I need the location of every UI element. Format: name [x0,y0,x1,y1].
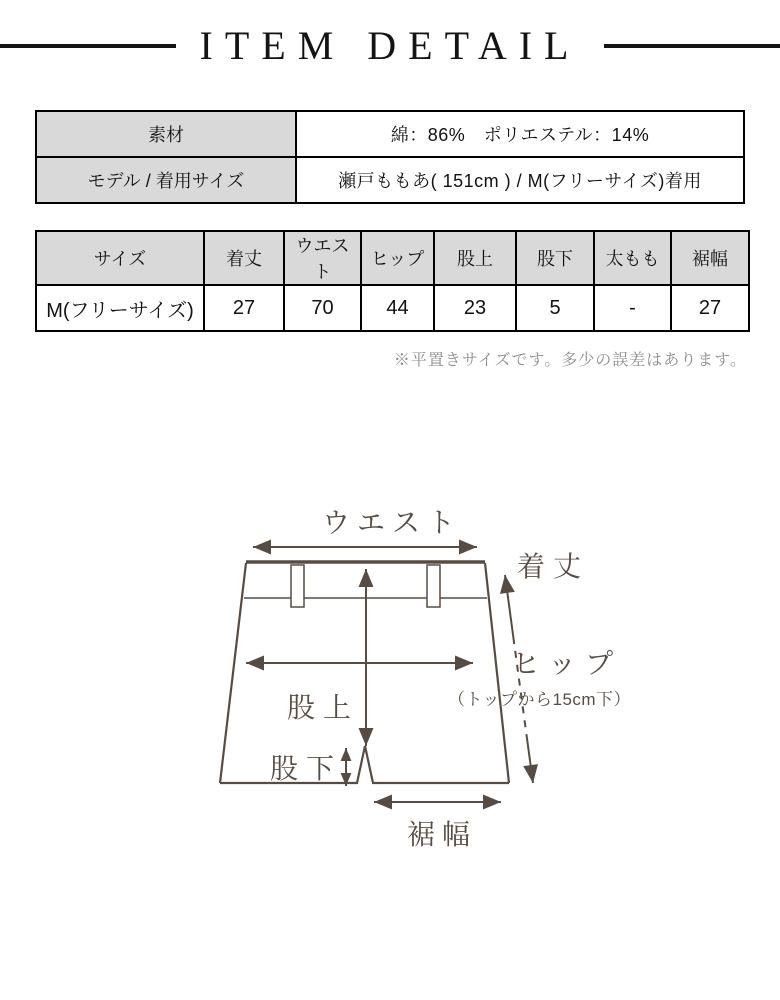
col-inseam: 股下 [516,231,594,285]
model-size-label: モデル / 着用サイズ [36,157,296,203]
cell-inseam: 5 [516,285,594,331]
title-rule-right [604,44,780,48]
shorts-outline [220,562,509,783]
belt-loop-right [427,565,440,607]
col-waist: ウエスト [284,231,361,285]
hem-width-label: 裾幅 [407,819,478,850]
waist-label: ウエスト [322,507,463,538]
table-row [36,111,744,157]
inseam-label: 股下 [270,753,343,784]
size-table [35,230,750,332]
table-row [36,157,744,203]
model-size-value: 瀬戸ももあ( 151cm ) / M(フリーサイズ)着用 [296,157,744,203]
page-title: ITEM DETAIL [199,23,581,68]
size-note: ※平置きサイズです。多少の誤差はあります。 [393,352,747,369]
title-rule-left [0,44,176,48]
col-length: 着丈 [204,231,284,285]
col-thigh: 太もも [594,231,671,285]
cell-hip: 44 [361,285,434,331]
info-table [35,110,745,204]
hip-label: ヒップ [512,648,623,679]
belt-loop-left [291,565,304,607]
col-size: サイズ [36,231,204,285]
diagram-drawing [0,480,780,900]
cell-waist: 70 [284,285,361,331]
col-rise: 股上 [434,231,516,285]
cell-length: 27 [204,285,284,331]
material-label: 素材 [36,111,296,157]
cell-thigh: - [594,285,671,331]
cell-size: M(フリーサイズ) [36,285,204,331]
cell-hem-width: 27 [671,285,749,331]
col-hip: ヒップ [361,231,434,285]
shorts-measurement-diagram [0,480,780,900]
section-title [0,22,780,69]
table-row [36,285,749,331]
material-value: 綿：86% ポリエステル：14% [296,111,744,157]
rise-label: 股上 [287,692,360,723]
cell-rise: 23 [434,285,516,331]
length-label: 着丈 [517,551,590,582]
col-hem-width: 裾幅 [671,231,749,285]
size-table-header-row [36,231,749,285]
hip-note-label: （トップから15cm下） [448,690,632,709]
